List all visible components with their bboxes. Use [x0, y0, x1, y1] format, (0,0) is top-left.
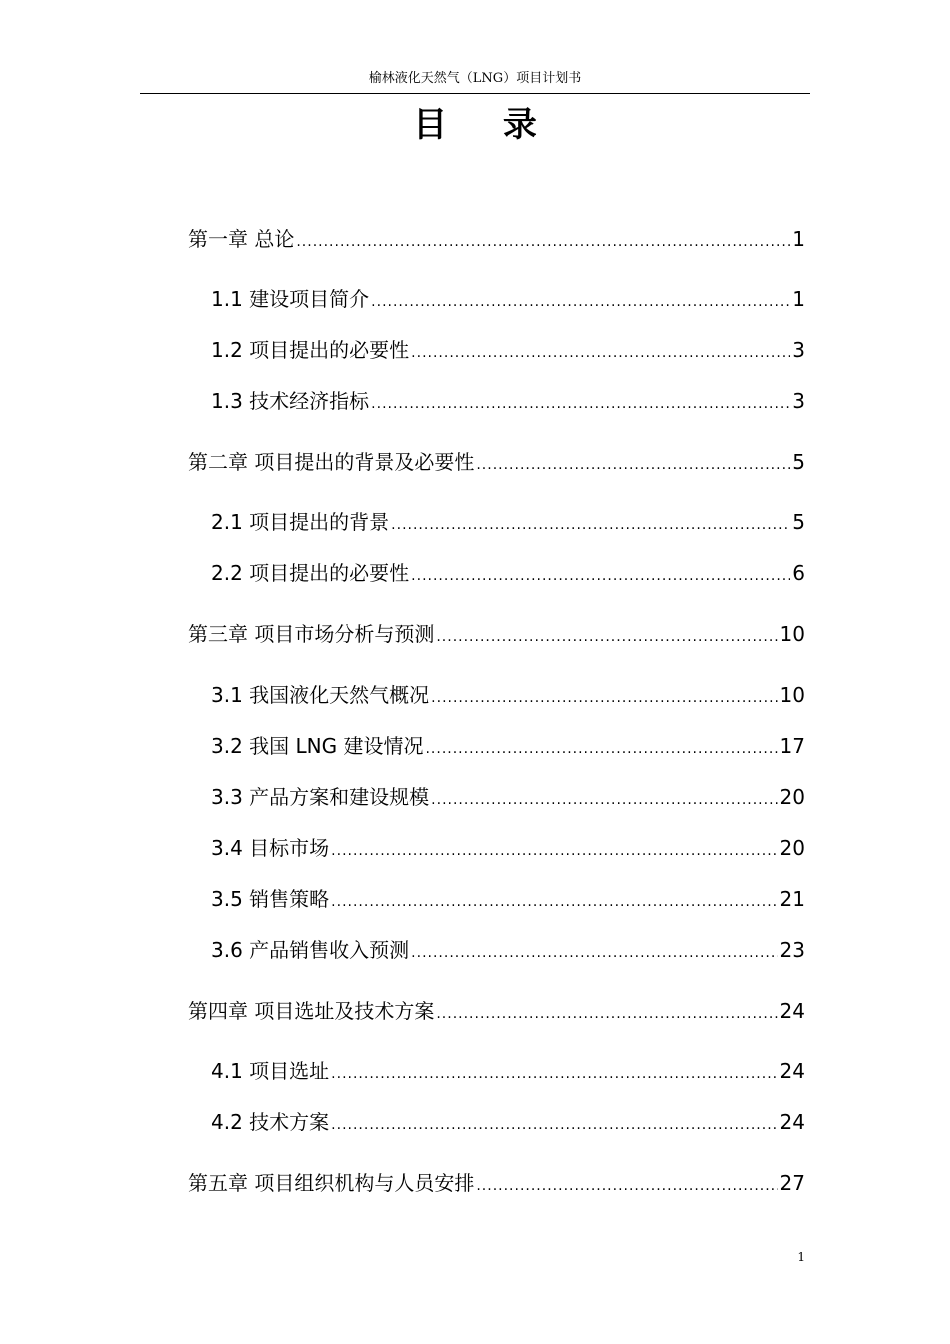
toc-dot-leader	[391, 511, 790, 539]
toc-entry[interactable]	[211, 559, 805, 587]
toc-dot-leader	[411, 939, 777, 967]
toc-entry[interactable]	[188, 620, 805, 648]
toc-entry[interactable]	[188, 997, 805, 1025]
toc-dot-leader	[411, 562, 790, 590]
toc-entry-page: 21	[779, 887, 805, 911]
toc-dot-leader	[331, 1111, 777, 1139]
toc-dot-leader	[425, 735, 777, 763]
toc-entry[interactable]	[188, 1169, 805, 1197]
toc-dot-leader	[331, 1060, 777, 1088]
toc-entry-label: 第一章 总论	[188, 227, 295, 251]
toc-entry[interactable]	[211, 336, 805, 364]
toc-entry-page: 3	[792, 338, 805, 362]
toc-entry[interactable]	[211, 387, 805, 415]
toc-dot-leader	[476, 451, 790, 479]
toc-entry-label: 第四章 项目选址及技术方案	[188, 999, 435, 1023]
toc-entry-label: 3.2 我国 LNG 建设情况	[211, 734, 424, 758]
toc-entry-label: 4.2 技术方案	[211, 1110, 330, 1134]
toc-entry[interactable]	[211, 285, 805, 313]
toc-entry[interactable]	[211, 508, 805, 536]
toc-entry-label: 2.2 项目提出的必要性	[211, 561, 410, 585]
toc-entry-label: 3.4 目标市场	[211, 836, 330, 860]
toc-entry-page: 20	[779, 785, 805, 809]
toc-dot-leader	[431, 684, 777, 712]
toc-dot-leader	[431, 786, 777, 814]
toc-dot-leader	[436, 623, 777, 651]
toc-dot-leader	[331, 888, 777, 916]
page-number: 1	[797, 1250, 805, 1264]
toc-entry-page: 23	[779, 938, 805, 962]
toc-entry-label: 3.1 我国液化天然气概况	[211, 683, 430, 707]
toc-entry-page: 17	[779, 734, 805, 758]
toc-entry-page: 10	[779, 622, 805, 646]
toc-entry[interactable]	[211, 885, 805, 913]
toc-entry-page: 20	[779, 836, 805, 860]
toc-entry-page: 24	[779, 1110, 805, 1134]
toc-entry-page: 10	[779, 683, 805, 707]
toc-entry-label: 第三章 项目市场分析与预测	[188, 622, 435, 646]
toc-entry[interactable]	[211, 834, 805, 862]
toc-entry-label: 第二章 项目提出的背景及必要性	[188, 450, 475, 474]
toc-entry-label: 第五章 项目组织机构与人员安排	[188, 1171, 475, 1195]
toc-dot-leader	[371, 390, 790, 418]
toc-entry-page: 24	[779, 999, 805, 1023]
toc-entry[interactable]	[211, 1057, 805, 1085]
toc-entry[interactable]	[188, 225, 805, 253]
toc-entry-page: 24	[779, 1059, 805, 1083]
toc-dot-leader	[476, 1172, 777, 1200]
toc-entry-label: 3.6 产品销售收入预测	[211, 938, 410, 962]
toc-entry[interactable]	[211, 732, 805, 760]
toc-entry-label: 2.1 项目提出的背景	[211, 510, 390, 534]
toc-entry-label: 3.3 产品方案和建设规模	[211, 785, 430, 809]
toc-dot-leader	[436, 1000, 777, 1028]
toc-entry-page: 1	[792, 287, 805, 311]
toc-entry-label: 1.2 项目提出的必要性	[211, 338, 410, 362]
toc-title: 目 录	[413, 105, 559, 145]
toc-entry-label: 1.3 技术经济指标	[211, 389, 370, 413]
toc-entry-page: 1	[792, 227, 805, 251]
toc-dot-leader	[331, 837, 777, 865]
toc-entry-page: 3	[792, 389, 805, 413]
toc-entry-page: 6	[792, 561, 805, 585]
toc-dot-leader	[411, 339, 790, 367]
toc-entry-page: 27	[779, 1171, 805, 1195]
toc-entry[interactable]	[211, 681, 805, 709]
toc-dot-leader	[371, 288, 790, 316]
toc-entry-label: 4.1 项目选址	[211, 1059, 330, 1083]
toc-entry-label: 1.1 建设项目简介	[211, 287, 370, 311]
toc-entry-label: 3.5 销售策略	[211, 887, 330, 911]
toc-entry-page: 5	[792, 510, 805, 534]
toc-entry[interactable]	[211, 936, 805, 964]
toc-entry[interactable]	[188, 448, 805, 476]
toc-entry[interactable]	[211, 783, 805, 811]
running-header: 榆林液化天然气（LNG）项目计划书	[140, 68, 810, 94]
toc-entry[interactable]	[211, 1108, 805, 1136]
toc-entry-page: 5	[792, 450, 805, 474]
toc-dot-leader	[296, 228, 790, 256]
